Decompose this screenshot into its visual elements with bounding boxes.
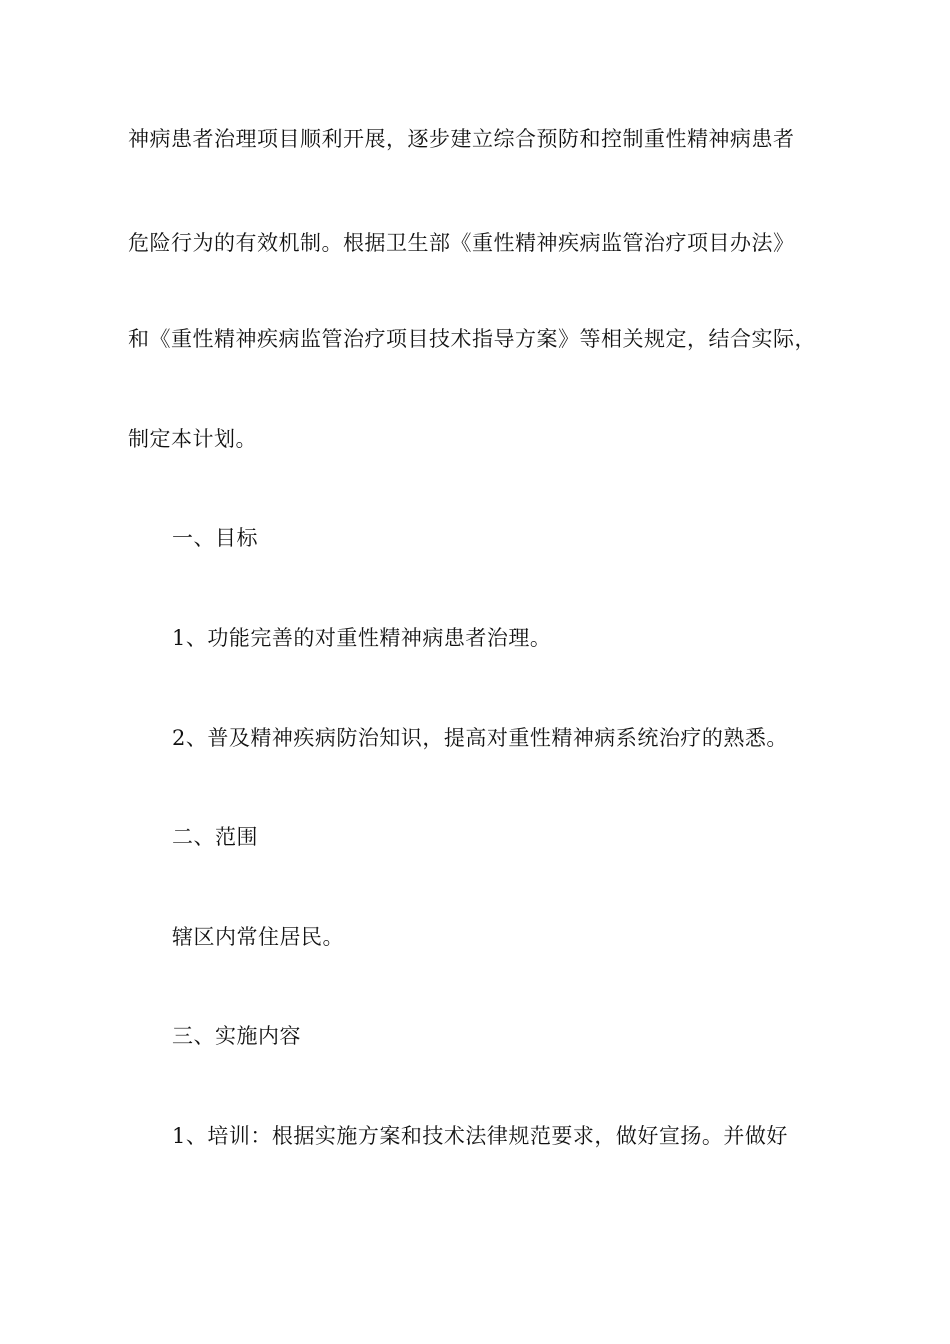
list-item: 2、普及精神疾病防治知识，提高对重性精神病系统治疗的熟悉。 [172,726,788,750]
list-item: 1、培训：根据实施方案和技术法律规范要求，做好宣扬。并做好 [172,1124,788,1148]
section-heading-scope: 二、范围 [172,825,258,849]
paragraph-line: 危险行为的有效机制。根据卫生部《重性精神疾病监管治疗项目办法》 [128,231,795,255]
paragraph-line: 神病患者治理项目顺利开展，逐步建立综合预防和控制重性精神病患者 [128,127,795,151]
section-heading-implementation: 三、实施内容 [172,1024,301,1048]
paragraph-line: 辖区内常住居民。 [172,925,344,949]
paragraph-line: 和《重性精神疾病监管治疗项目技术指导方案》等相关规定，结合实际， [128,327,816,351]
paragraph-line: 制定本计划。 [128,427,257,451]
section-heading-goal: 一、目标 [172,526,258,550]
list-item: 1、功能完善的对重性精神病患者治理。 [172,626,552,650]
